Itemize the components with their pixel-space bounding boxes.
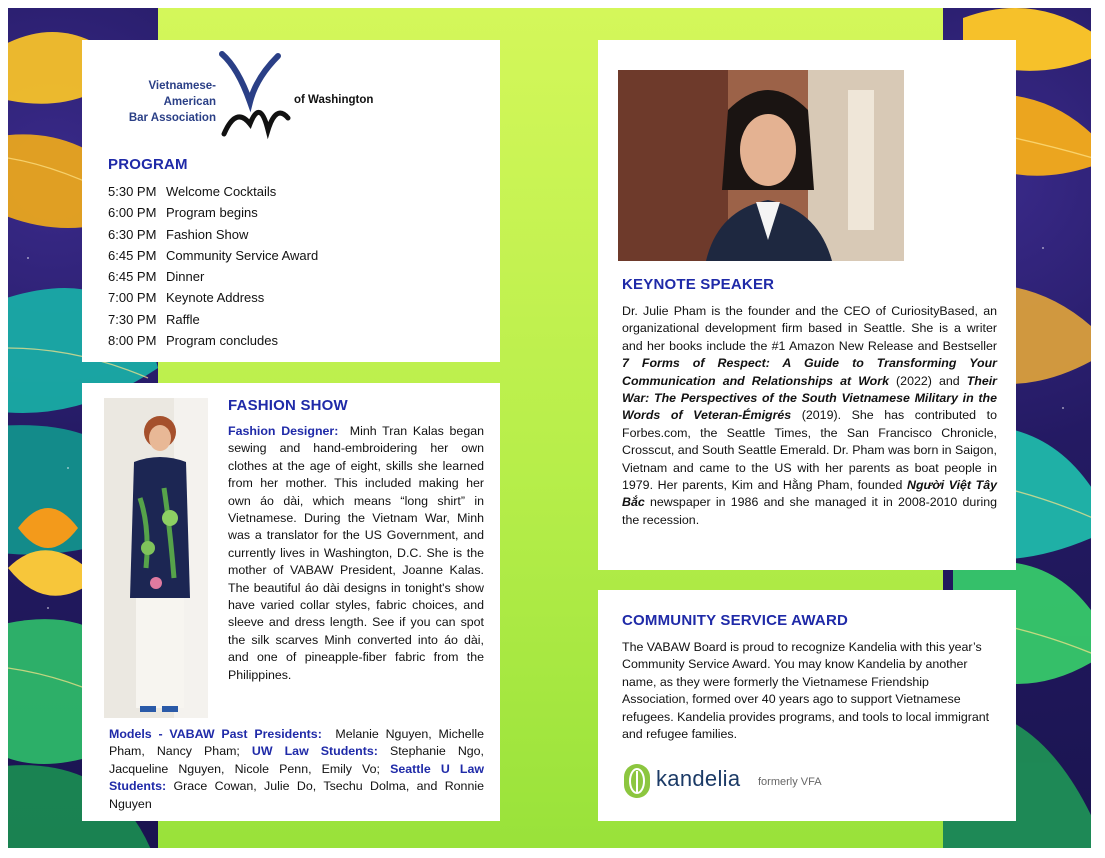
- program-item-time: 6:30 PM: [108, 226, 157, 242]
- fashion-designer-paragraph: [228, 423, 484, 684]
- program-item: [108, 181, 318, 202]
- fashion-designer-photo: [104, 398, 208, 718]
- program-item-event: Fashion Show: [166, 226, 249, 242]
- models-label: Models - VABAW Past Presidents:: [109, 727, 322, 741]
- kandelia-former-name: formerly VFA: [758, 776, 822, 788]
- book-title-2: Their War: The Perspectives of the South Vietnamese Military in the Words of Veteran-Émigrés: [622, 373, 997, 423]
- fashion-show-card: [82, 383, 500, 821]
- seattle-u-students-label: Seattle U Law Students:: [109, 761, 484, 794]
- program-item: [108, 202, 318, 223]
- bio-part-3: (2019). She has contributed to Forbes.com, the Seattle Times, the San Francisco Chronicle, Crosscut, and South Seattle Emerald. Dr. Pham was born in Saigon, Vietnam and came to the US with her parents as boat people in 1979. Her parents, Kim and Hằng Pham, founded: [622, 408, 997, 493]
- program-item-event: Program begins: [166, 205, 258, 221]
- program-item-event: Community Service Award: [166, 247, 319, 263]
- vabaw-brush-mark-icon: [216, 48, 296, 140]
- program-item-time: 8:00 PM: [108, 333, 157, 349]
- keynote-speaker-photo: [618, 70, 904, 261]
- book-title-1: 7 Forms of Respect: A Guide to Transforming Your Communication and Relationships at Work: [622, 356, 997, 388]
- program-title: PROGRAM: [108, 156, 188, 173]
- logo-line-1: Vietnamese-American: [148, 80, 216, 108]
- program-item: [108, 330, 318, 351]
- community-service-award-card: [598, 590, 1016, 821]
- newspaper-name: Người Việt Tây Bắc: [622, 478, 998, 510]
- kandelia-leaf-icon: [624, 764, 650, 798]
- program-item: [108, 224, 318, 245]
- vabaw-logo: [98, 48, 398, 140]
- kandelia-brand-name: kandelia: [656, 766, 741, 791]
- program-item-event: Raffle: [166, 311, 200, 327]
- program-item: [108, 287, 318, 308]
- bio-part-4: newspaper in 1986 and she managed it in 2008-2010 during the recession.: [622, 495, 997, 527]
- keynote-speaker-card: [598, 40, 1016, 570]
- bio-part-2: (2022) and: [896, 373, 960, 388]
- program-item-event: Dinner: [166, 269, 205, 285]
- bio-part-1: Dr. Julie Pham is the founder and the CEO of CuriosityBased, an organizational development firm based in Seattle. She is a writer and her books include the #1 Amazon New Release and Bestseller: [622, 304, 997, 353]
- logo-suffix: of Washington: [294, 94, 374, 106]
- logo-line-2: Bar Association: [128, 112, 216, 124]
- fashion-designer-text: Minh Tran Kalas began sewing and hand-embroidering her own clothes at the age of eight, skills she learned from her mother. This included making her own áo dài, which means “long shirt” in Vietnamese. During the Vietnam War, Minh was a translator for the US Government, and currently lives in Washington, D.C. She is the mother of VABAW President, Joanne Kalas. The beautiful áo dài designs in tonight's show have varied collar styles, fabric choices, and sleeve and dress length. See if you can spot the silk scarves Minh converted into áo dài, and one of pineapple-fiber fabric from the Philippines.: [228, 424, 484, 682]
- seattle-u-students-text: Grace Cowan, Julie Do, Tsechu Dolma, and Ronnie Nguyen: [109, 779, 484, 811]
- designer-figure-illustration: [104, 398, 208, 718]
- program-item-event: Keynote Address: [166, 290, 265, 306]
- keynote-speaker-title: KEYNOTE SPEAKER: [622, 276, 775, 293]
- community-award-paragraph: The VABAW Board is proud to recognize Kandelia with this year’s Community Service Award. You may know Kandelia by another name, as they were formerly the Vietnamese Friendship Association, formed over 40 years ago to support Vietnamese refugees. Kandelia provides programs, and tools to local immigrant and refugee families.: [622, 640, 990, 742]
- program-item-event: Program concludes: [166, 333, 278, 349]
- community-award-title: COMMUNITY SERVICE AWARD: [622, 612, 849, 629]
- program-item-time: 7:30 PM: [108, 311, 157, 327]
- speaker-portrait-illustration: [618, 70, 904, 261]
- flyer-page: [8, 8, 1091, 848]
- program-item-event: Welcome Cocktails: [166, 184, 277, 199]
- program-item-time: 7:00 PM: [108, 290, 157, 306]
- uw-students-label: UW Law Students:: [251, 744, 378, 759]
- models-paragraph: [109, 726, 484, 813]
- program-item: [108, 266, 318, 287]
- program-item: [108, 245, 318, 266]
- fashion-show-title: FASHION SHOW: [228, 397, 348, 414]
- program-item-time: 6:45 PM: [108, 247, 157, 263]
- program-item-time: 6:00 PM: [108, 205, 157, 221]
- logo-org-name: [98, 78, 216, 126]
- fashion-designer-label: Fashion Designer:: [228, 424, 339, 438]
- program-card: [82, 40, 500, 362]
- uw-students-text: Stephanie Ngo, Jacqueline Nguyen, Nicole Penn, Emily Vo;: [109, 744, 484, 776]
- program-item-time: 5:30 PM: [108, 184, 157, 199]
- keynote-bio-paragraph: [622, 303, 997, 529]
- program-item: [108, 309, 318, 330]
- program-item-time: 6:45 PM: [108, 269, 157, 285]
- models-text: Melanie Nguyen, Michelle Pham, Nancy Pham;: [109, 727, 484, 759]
- program-list: [108, 181, 318, 351]
